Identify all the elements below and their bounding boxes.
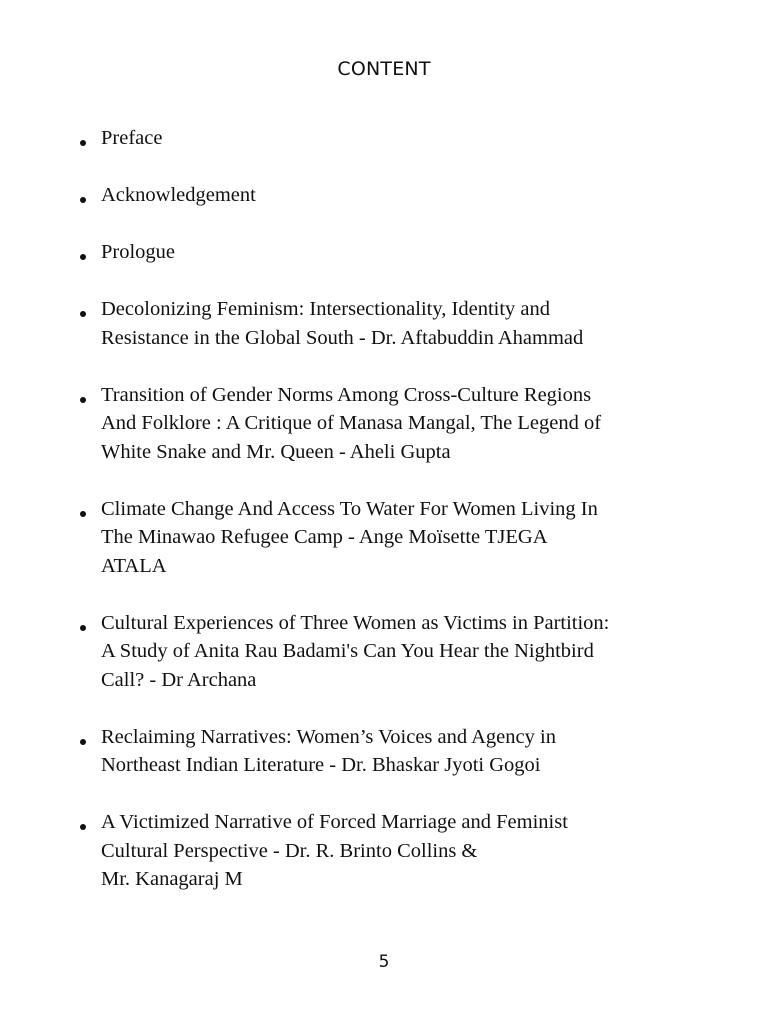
toc-entry-line: Transition of Gender Norms Among Cross-Culture Regions — [101, 383, 592, 406]
toc-entry-line: Cultural Experiences of Three Women as Victims in Partition: — [101, 611, 610, 634]
bullet-icon — [80, 824, 86, 830]
toc-entry-acknowledgement — [78, 181, 698, 210]
toc-entry-prologue — [78, 238, 698, 267]
bullet-icon — [80, 511, 86, 517]
toc-entry-line: A Victimized Narrative of Forced Marriage and Feminist — [101, 811, 568, 833]
toc-entry-line: Acknowledgement — [101, 184, 256, 206]
toc-entry-climate-change — [78, 495, 698, 581]
toc-entry-line: ATALA — [101, 554, 167, 577]
toc-entry-gender-norms — [78, 381, 698, 467]
toc-entry-line: Northeast Indian Literature - Dr. Bhaskar Jyoti Gogoi — [101, 754, 541, 776]
toc-entry-cultural-experiences — [78, 609, 698, 695]
table-of-contents — [78, 124, 698, 922]
toc-entry-line: And Folklore : A Critique of Manasa Mangal, The Legend of — [101, 412, 602, 434]
bullet-icon — [80, 311, 86, 317]
toc-entry-line: Prologue — [101, 241, 176, 263]
toc-entry-line: Resistance in the Global South - Dr. Aftabuddin Ahammad — [101, 326, 584, 349]
bullet-icon — [80, 197, 86, 203]
toc-entry-line: The Minawao Refugee Camp - Ange Moïsette TJEGA — [101, 526, 548, 548]
page-number: 5 — [378, 952, 390, 972]
toc-entry-line: Reclaiming Narratives: Women’s Voices and Agency in — [101, 725, 556, 748]
toc-entry-line: Call? - Dr Archana — [101, 668, 257, 691]
toc-entry-line: Mr. Kanagaraj M — [101, 868, 243, 890]
bullet-icon — [80, 739, 86, 745]
bullet-icon — [80, 397, 86, 403]
toc-entry-reclaiming-narratives — [78, 723, 698, 780]
toc-entry-line: White Snake and Mr. Queen - Aheli Gupta — [101, 440, 451, 463]
toc-entry-line: A Study of Anita Rau Badami's Can You Hear the Nightbird — [101, 640, 594, 662]
toc-entry-victimized-narrative — [78, 808, 698, 894]
toc-entry-line: Cultural Perspective - Dr. R. Brinto Collins & — [101, 839, 478, 862]
bullet-icon — [80, 254, 86, 260]
bullet-icon — [80, 625, 86, 631]
bullet-icon — [80, 140, 86, 146]
toc-entry-line: Preface — [101, 127, 163, 149]
toc-entry-line: Decolonizing Feminism: Intersectionality, Identity and — [101, 298, 550, 320]
toc-entry-line: Climate Change And Access To Water For Women Living In — [101, 497, 598, 520]
toc-entry-decolonizing-feminism — [78, 295, 698, 352]
page-title: CONTENT — [337, 58, 431, 80]
toc-entry-preface — [78, 124, 698, 153]
